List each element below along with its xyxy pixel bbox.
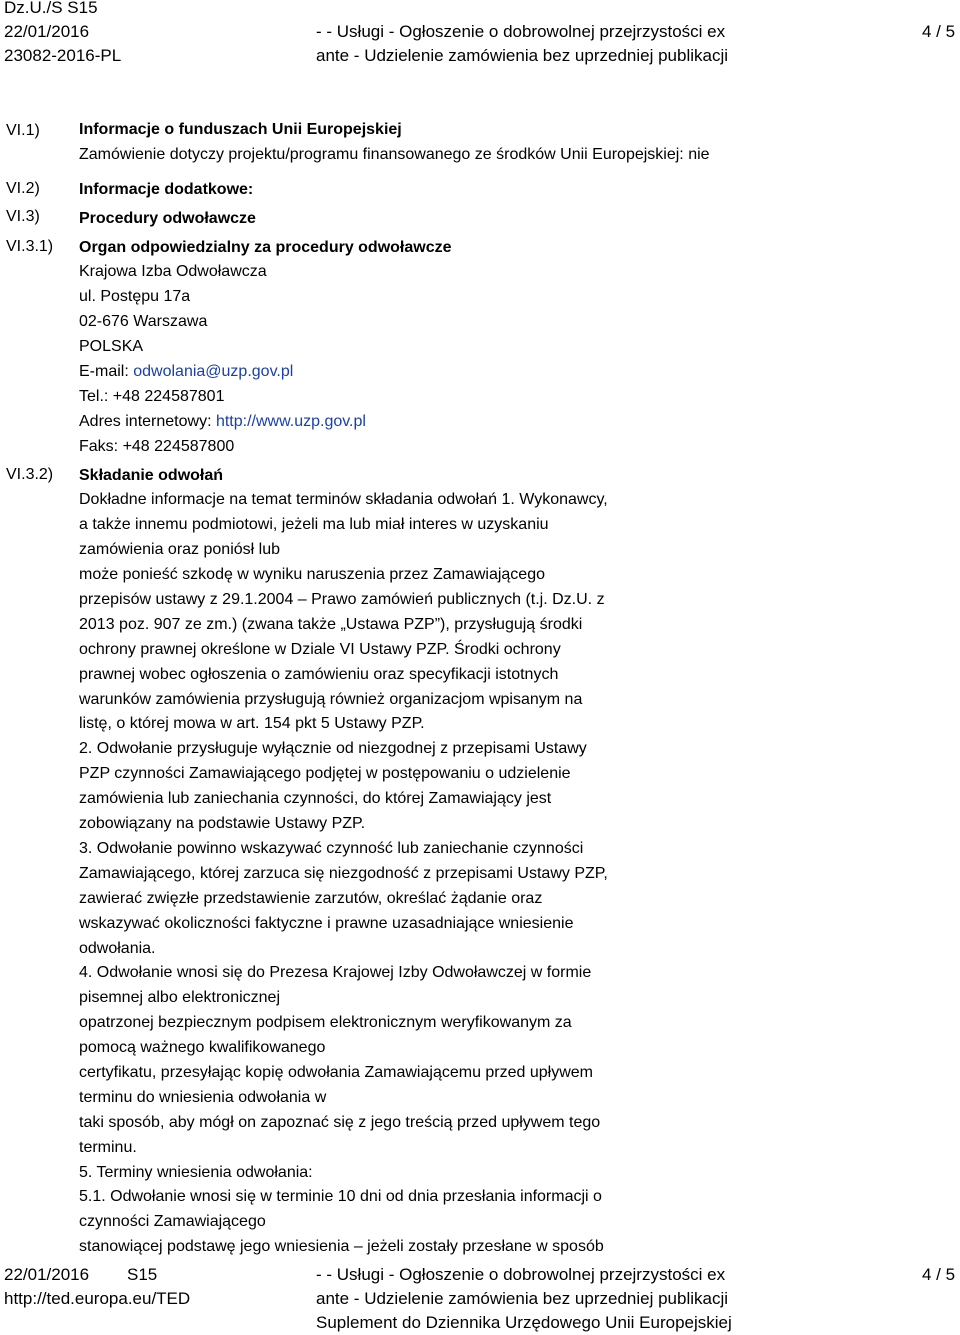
appeal-text-line: pisemnej albo elektronicznej <box>79 989 280 1007</box>
footer-page-number: 4 / 5 <box>922 1265 956 1284</box>
review-body-fax: Faks: +48 224587800 <box>79 437 235 455</box>
section-number-vi31: VI.3.1) <box>6 238 54 255</box>
appeal-text-line: stanowiącej podstawę jego wniesienia – jeżeli zostały przesłane w sposób <box>79 1238 604 1256</box>
section-number-vi32: VI.3.2) <box>6 466 54 483</box>
section-title-vi2: Informacje dodatkowe: <box>79 180 254 198</box>
section-title-vi3: Procedury odwoławcze <box>79 209 256 227</box>
email-link[interactable]: odwolania@uzp.gov.pl <box>133 363 294 381</box>
review-body-country: POLSKA <box>79 338 144 356</box>
review-body-phone: Tel.: +48 224587801 <box>79 387 225 405</box>
appeal-text-line: Dokładne informacje na temat terminów składania odwołań 1. Wykonawcy, <box>79 491 608 509</box>
www-link[interactable]: http://www.uzp.gov.pl <box>215 412 366 430</box>
appeal-text-line: certyfikatu, przesyłając kopię odwołania Zamawiającemu przed upływem <box>79 1063 594 1081</box>
appeal-text-line: czynności Zamawiającego <box>79 1213 266 1231</box>
appeal-text-line: pomocą ważnego kwalifikowanego <box>79 1039 326 1057</box>
email-label: E-mail: <box>79 363 134 381</box>
footer-title-line-2: ante - Udzielenie zamówienia bez uprzedniej publikacji <box>316 1289 729 1308</box>
review-body-street: ul. Postępu 17a <box>79 288 191 306</box>
notice-body <box>79 118 779 1260</box>
appeal-text-line: a także innemu podmiotowi, jeżeli ma lub miał interes w uzyskaniu <box>79 516 549 534</box>
appeal-text-line: PZP czynności Zamawiającego podjętej w postępowaniu o udzielenie <box>79 765 571 783</box>
header-page-number: 4 / 5 <box>922 22 956 41</box>
appeal-text-line: 5.1. Odwołanie wnosi się w terminie 10 dni od dnia przesłania informacji o <box>79 1188 602 1206</box>
appeal-text-line: 2. Odwołanie przysługuje wyłącznie od niezgodnej z przepisami Ustawy <box>79 740 587 758</box>
appeal-text-line: odwołania. <box>79 939 156 957</box>
appeal-text-line: terminu do wniesienia odwołania w <box>79 1088 327 1106</box>
section-number-vi1: VI.1) <box>6 122 40 139</box>
eu-funds-info: Zamówienie dotyczy projektu/programu finansowanego ze środków Unii Europejskiej: nie <box>79 145 710 163</box>
appeal-text-line: zobowiązany na podstawie Ustawy PZP. <box>79 815 366 833</box>
appeal-text-line: 2013 poz. 907 ze zm.) (zwana także „Ustawa PZP”), przysługują środki <box>79 615 583 633</box>
appeal-text-line: przepisów ustawy z 29.1.2004 – Prawo zamówień publicznych (t.j. Dz.U. z <box>79 591 605 609</box>
appeal-text-line: 5. Terminy wniesienia odwołania: <box>79 1163 313 1181</box>
appeal-text-line: listę, o której mowa w art. 154 pkt 5 Ustawy PZP. <box>79 715 425 733</box>
review-body-email-row <box>79 360 779 385</box>
appeal-text-line: ochrony prawnej określone w Dziale VI Ustawy PZP. Środki ochrony <box>79 640 561 658</box>
appeal-text-line: 4. Odwołanie wnosi się do Prezesa Krajowej Izby Odwoławczej w formie <box>79 964 592 982</box>
section-number-vi3: VI.3) <box>6 208 40 225</box>
www-label: Adres internetowy: <box>79 412 216 430</box>
appeal-text-line: terminu. <box>79 1138 137 1156</box>
header-title-line-2: ante - Udzielenie zamówienia bez uprzedniej publikacji <box>316 46 729 65</box>
header-title-line-1: - - Usługi - Ogłoszenie o dobrowolnej przejrzystości ex <box>316 22 726 41</box>
footer-title-line-1: - - Usługi - Ogłoszenie o dobrowolnej przejrzystości ex <box>316 1265 726 1284</box>
footer-journal-name: Suplement do Dziennika Urzędowego Unii Europejskiej <box>316 1313 732 1332</box>
appeal-text-line: może ponieść szkodę w wyniku naruszenia przez Zamawiającego <box>79 566 545 584</box>
header-journal-ref: Dz.U./S S15 <box>4 0 98 17</box>
header-date: 22/01/2016 <box>4 22 90 41</box>
appeal-text-line: warunków zamówienia przysługują również organizacjom wpisanym na <box>79 690 583 708</box>
appeal-text-line: zawierać zwięzłe przedstawienie zarzutów, określać żądanie oraz <box>79 889 543 907</box>
appeal-text-line: taki sposób, aby mógł on zapoznać się z jego treścią przed upływem tego <box>79 1113 601 1131</box>
section-title-vi31: Organ odpowiedzialny za procedury odwoławcze <box>79 238 452 256</box>
appeal-text <box>79 488 779 1260</box>
section-title-vi32: Składanie odwołań <box>79 466 224 484</box>
appeal-text-line: zamówienia oraz poniósł lub <box>79 541 280 559</box>
appeal-text-line: opatrzonej bezpiecznym podpisem elektronicznym weryfikowanym za <box>79 1014 572 1032</box>
section-title-vi1: Informacje o funduszach Unii Europejskiej <box>79 121 402 138</box>
footer-ted-link[interactable]: http://ted.europa.eu/TED <box>4 1289 191 1308</box>
appeal-text-line: prawnej wobec ogłoszenia o zamówieniu oraz specyfikacji istotnych <box>79 665 559 683</box>
review-body-name: Krajowa Izba Odwoławcza <box>79 263 267 281</box>
footer-supplement-number: S15 <box>127 1265 158 1284</box>
review-body-www-row <box>79 410 779 435</box>
appeal-text-line: Zamawiającego, której zarzuca się niezgodność z przepisami Ustawy PZP, <box>79 864 608 882</box>
appeal-text-line: 3. Odwołanie powinno wskazywać czynność lub zaniechanie czynności <box>79 839 584 857</box>
appeal-text-line: wskazywać okoliczności faktyczne i prawne uzasadniające wniesienie <box>79 914 574 932</box>
section-number-vi2: VI.2) <box>6 180 40 197</box>
appeal-text-line: zamówienia lub zaniechania czynności, do której Zamawiający jest <box>79 790 552 808</box>
header-notice-number: 23082-2016-PL <box>4 46 122 65</box>
review-body-city: 02-676 Warszawa <box>79 313 208 331</box>
footer-date: 22/01/2016 <box>4 1265 90 1284</box>
